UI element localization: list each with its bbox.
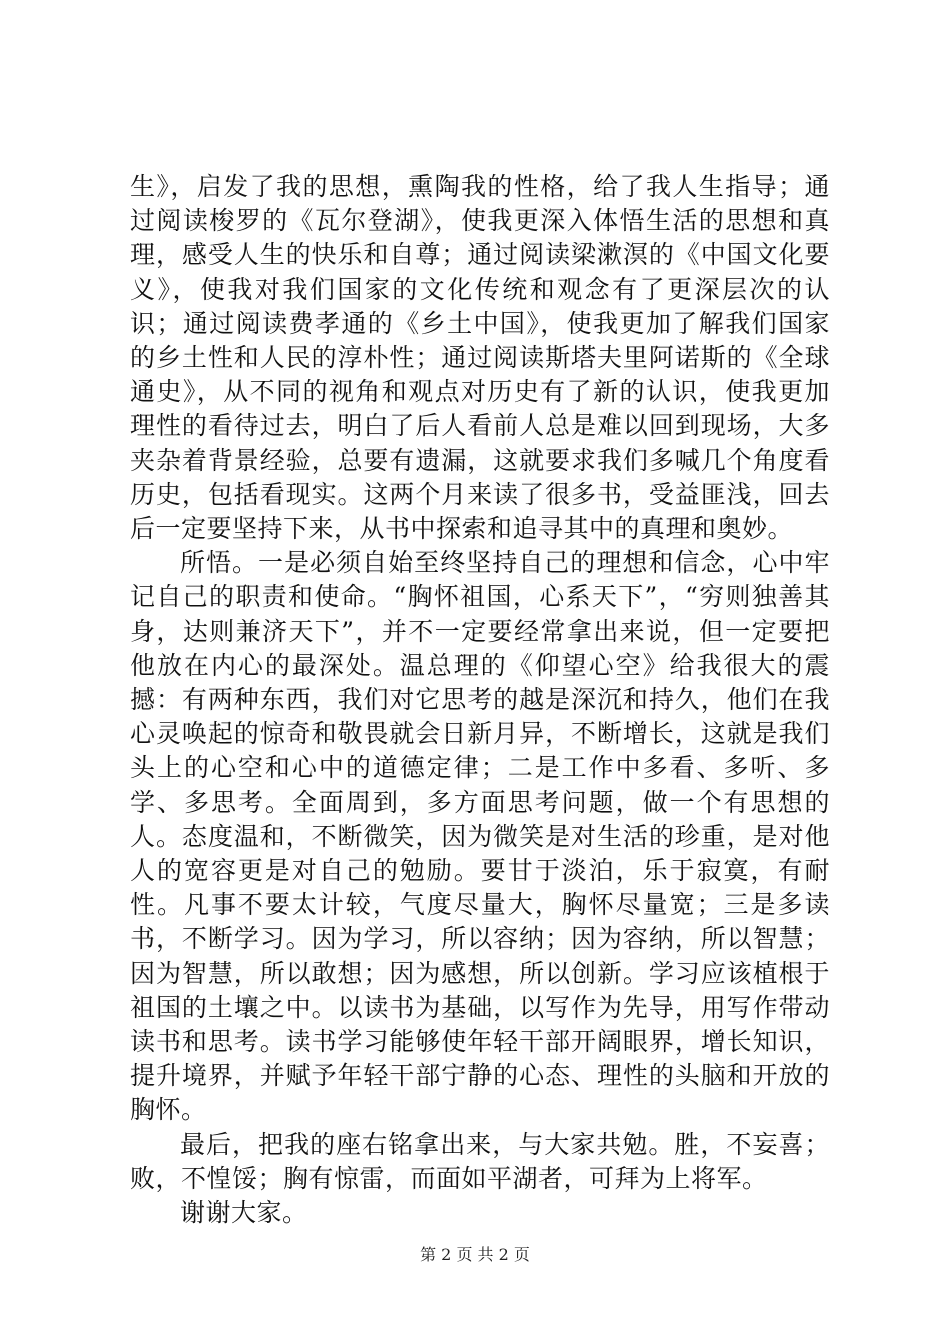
paragraph-motto: 最后，把我的座右铭拿出来，与大家共勉。胜，不妄喜；败，不惶馁；胸有惊雷，而面如平湖者，可拜为上将军。: [130, 1129, 830, 1193]
paragraph-insights: 所悟。一是必须自始至终坚持自己的理想和信念，心中牢记自己的职责和使命。“胸怀祖国，心系天下”，“穷则独善其身，达则兼济天下”，并不一定要经常拿出来说，但一定要把他放在内心的最深处。温总理的《仰望心空》给我很大的震撼：有两种东西，我们对它思考的越是深沉和持久，他们在我心灵唤起的惊奇和敬畏就会日新月异，不断增长，这就是我们头上的心空和心中的道德定律；二是工作中多看、多听、多学、多思考。全面周到，多方面思考问题，做一个有思想的人。态度温和，不断微笑，因为微笑是对生活的珍重，是对他人的宽容更是对自己的勉励。要甘于淡泊，乐于寂寞，有耐性。凡事不要太计较，气度尽量大，胸怀尽量宽；三是多读书，不断学习。因为学习，所以容纳；因为容纳，所以智慧；因为智慧，所以敢想；因为感想，所以创新。学习应该植根于祖国的土壤之中。以读书为基础，以写作为先导，用写作带动读书和思考。读书学习能够使年轻干部开阔眼界，增长知识，提升境界，并赋予年轻干部宁静的心态、理性的头脑和开放的胸怀。: [130, 548, 830, 1125]
document-body: [130, 170, 830, 1230]
paragraph-reading-list: 生》，启发了我的思想，熏陶我的性格，给了我人生指导；通过阅读梭罗的《瓦尔登湖》，使我更深入体悟生活的思想和真理，感受人生的快乐和自尊；通过阅读梁漱溟的《中国文化要义》，使我对我们国家的文化传统和观念有了更深层次的认识；通过阅读费孝通的《乡土中国》，使我更加了解我们国家的乡土性和人民的淳朴性；通过阅读斯塔夫里阿诺斯的《全球通史》，从不同的视角和观点对历史有了新的认识，使我更加理性的看待过去，明白了后人看前人总是难以回到现场，大多夹杂着背景经验，总要有遗漏，这就要求我们多喊几个角度看历史，包括看现实。这两个月来读了很多书，受益匪浅，回去后一定要坚持下来，从书中探索和追寻其中的真理和奥妙。: [130, 172, 830, 544]
paragraph-thanks: 谢谢大家。: [180, 1198, 308, 1228]
page-number-footer: 第 2 页 共 2 页: [420, 1245, 530, 1264]
